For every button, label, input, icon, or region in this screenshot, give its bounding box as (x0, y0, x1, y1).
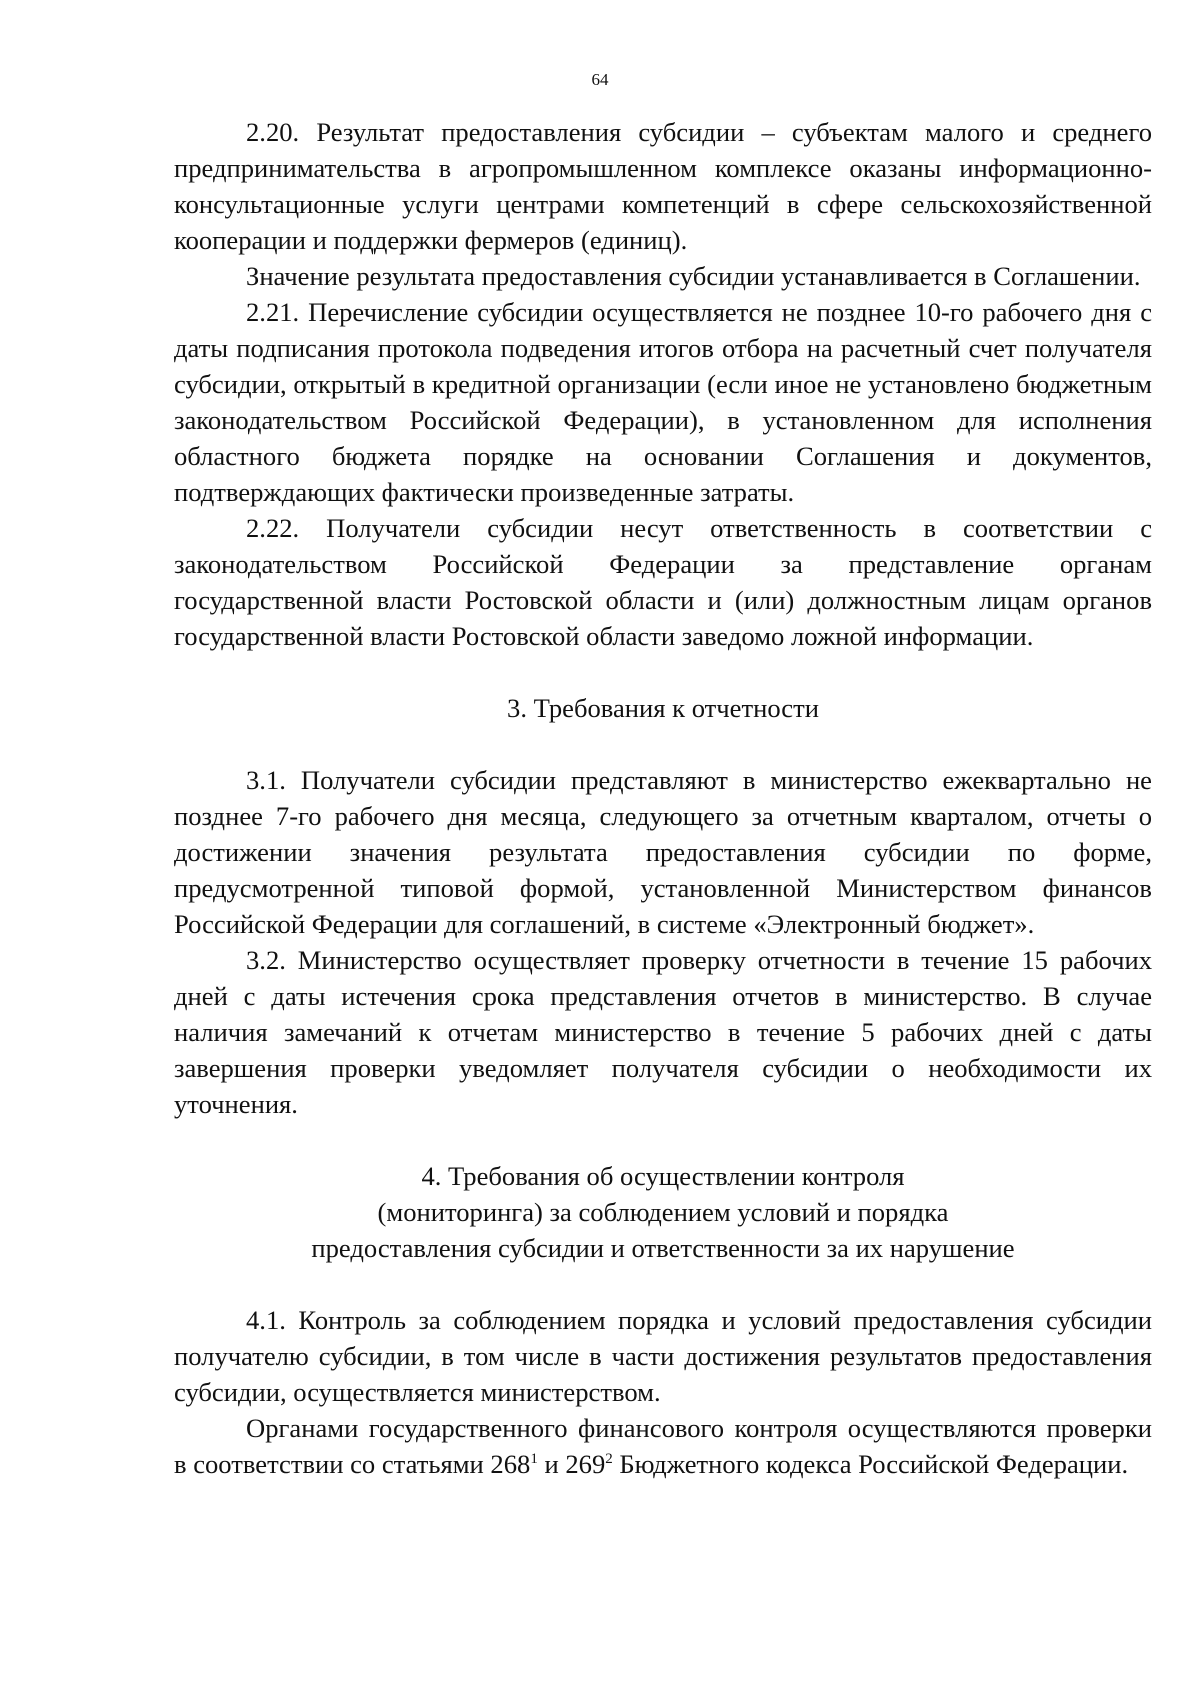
paragraph-4-1-control-start: Органами государственного финансового контроля осуществляются проверки в соответствии со статьями 268 (174, 1413, 1152, 1479)
paragraph-2-21: 2.21. Перечисление субсидии осуществляется не позднее 10-го рабочего дня с даты подписания протокола подведения итогов отбора на расчетный счет получателя субсидии, открытый в кредитной организации (если иное не установлено бюджетным законодательством Российской Федерации), в установленном для исполнения областного бюджета порядке на основании Соглашения и документов, подтверждающих фактически произведенные затраты. (174, 297, 1152, 507)
paragraph-2-20: 2.20. Результат предоставления субсидии – субъектам малого и среднего предпринимательства в агропромышленном комплексе оказаны информационно-консультационные услуги центрами компетенций в сфере сельскохозяйственной кооперации и поддержки фермеров (единиц). (174, 117, 1152, 255)
document-body (174, 114, 1152, 1482)
paragraph-3-2: 3.2. Министерство осуществляет проверку отчетности в течение 15 рабочих дней с даты истечения срока представления отчетов в министерство. В случае наличия замечаний к отчетам министерство в течение 5 рабочих дней с даты завершения проверки уведомляет получателя субсидии о необходимости их уточнения. (174, 945, 1152, 1119)
superscript-2: 2 (605, 1451, 613, 1467)
page-number: 64 (591, 70, 609, 89)
section-4-title (174, 1158, 1152, 1266)
section-4-title-line3: предоставления субсидии и ответственности за их нарушение (311, 1233, 1015, 1263)
paragraph-4-1-control-end: Бюджетного кодекса Российской Федерации. (612, 1449, 1129, 1479)
paragraph-4-1: 4.1. Контроль за соблюдением порядка и условий предоставления субсидии получателю субсидии, в том числе в части достижения результатов предоставления субсидии, осуществляется министерством. (174, 1305, 1152, 1407)
section-3-title: 3. Требования к отчетности (507, 693, 819, 723)
section-4-title-line1: 4. Требования об осуществлении контроля (421, 1161, 905, 1191)
paragraph-4-1-control-mid: и 269 (537, 1449, 606, 1479)
paragraph-4-1-control (174, 1410, 1152, 1482)
superscript-1: 1 (530, 1451, 538, 1467)
paragraph-3-1: 3.1. Получатели субсидии представляют в министерство ежеквартально не позднее 7-го рабочего дня месяца, следующего за отчетным кварталом, отчеты о достижении значения результата предоставления субсидии по форме, предусмотренной типовой формой, установленной Министерством финансов Российской Федерации для соглашений, в системе «Электронный бюджет». (174, 765, 1152, 939)
paragraph-2-22: 2.22. Получатели субсидии несут ответственность в соответствии с законодательством Российской Федерации за представление органам государственной власти Ростовской области и (или) должностным лицам органов государственной власти Ростовской области заведомо ложной информации. (174, 513, 1152, 651)
paragraph-2-20-value: Значение результата предоставления субсидии устанавливается в Соглашении. (246, 261, 1141, 291)
section-4-title-line2: (мониторинга) за соблюдением условий и порядка (377, 1197, 949, 1227)
